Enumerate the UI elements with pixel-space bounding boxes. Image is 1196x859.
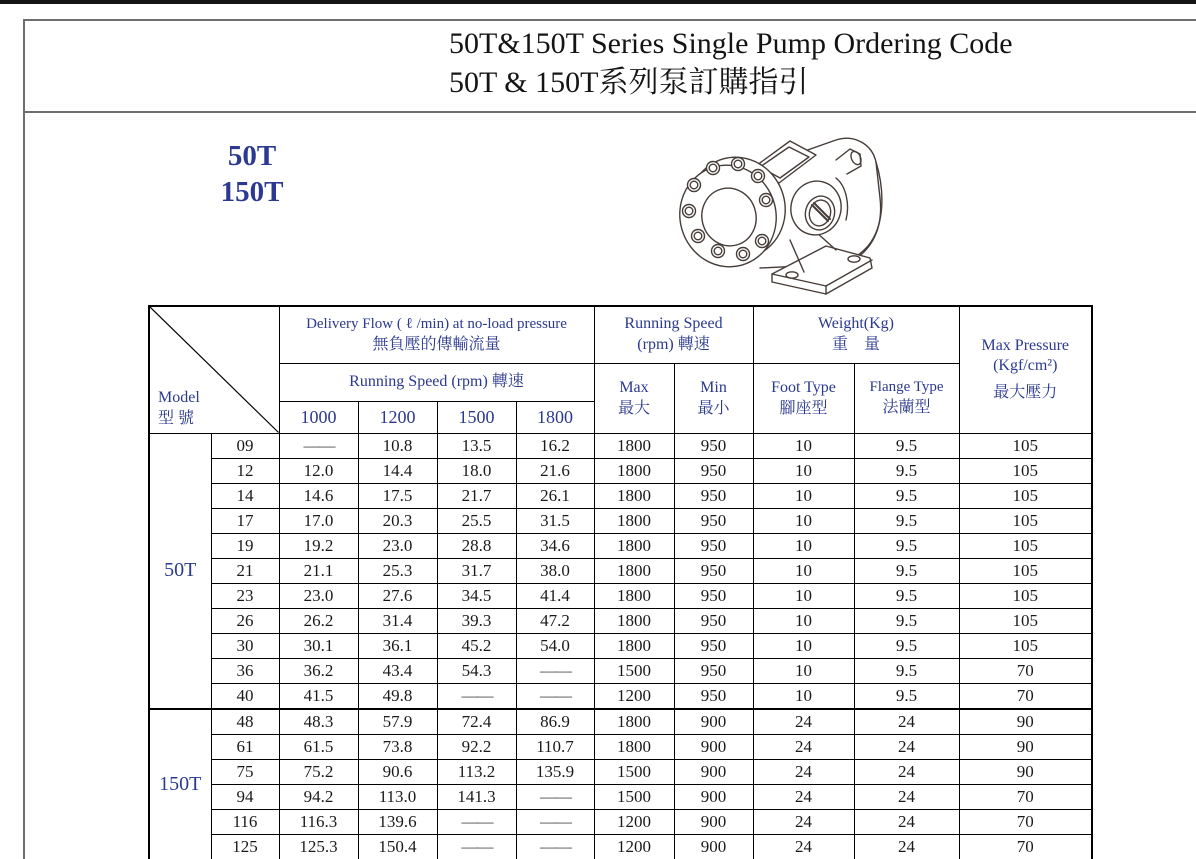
cell-flow-1000: 23.0 — [279, 583, 358, 608]
cell-speed-min: 950 — [674, 683, 753, 709]
header-foot-type: Foot Type 腳座型 — [753, 363, 854, 433]
cell-max-pressure: 90 — [959, 734, 1092, 759]
table-row-150T-94 — [149, 784, 1092, 809]
page-title-chinese: 50T & 150T系列泵訂購指引 — [449, 66, 809, 99]
cell-speed-min: 950 — [674, 533, 753, 558]
cell-model-number: 40 — [211, 683, 279, 709]
cell-flow-1800: 54.0 — [516, 633, 594, 658]
cell-model-number: 26 — [211, 608, 279, 633]
cell-max-pressure: 105 — [959, 608, 1092, 633]
cell-flow-1500: 45.2 — [437, 633, 516, 658]
series-label-150t: 150T — [220, 176, 284, 208]
cell-flow-1500: 18.0 — [437, 458, 516, 483]
cell-flow-1200: 25.3 — [358, 558, 437, 583]
header-delivery-flow — [279, 306, 594, 363]
page-top-rule — [0, 0, 1196, 4]
cell-speed-min: 950 — [674, 433, 753, 458]
cell-flow-1500: 28.8 — [437, 533, 516, 558]
cell-weight-flange: 9.5 — [854, 533, 959, 558]
cell-flow-1800: 34.6 — [516, 533, 594, 558]
table-row-150T-75 — [149, 759, 1092, 784]
group-label-50T: 50T — [149, 433, 211, 709]
header-weight-en: Weight(Kg) — [817, 315, 895, 333]
cell-model-number: 23 — [211, 583, 279, 608]
cell-speed-min: 900 — [674, 784, 753, 809]
table-row-50T-14 — [149, 483, 1092, 508]
cell-flow-1800: 16.2 — [516, 433, 594, 458]
cell-max-pressure: 105 — [959, 558, 1092, 583]
cell-speed-min: 900 — [674, 759, 753, 784]
table-row-50T-26 — [149, 608, 1092, 633]
cell-flow-1800: —— — [516, 683, 594, 709]
table-row-50T-23 — [149, 583, 1092, 608]
cell-speed-min: 900 — [674, 834, 753, 859]
header-speed-1200: 1200 — [358, 401, 437, 433]
frame-top-rule — [23, 19, 1196, 21]
cell-max-pressure: 70 — [959, 834, 1092, 859]
cell-flow-1000: 17.0 — [279, 508, 358, 533]
cell-speed-max: 1500 — [594, 759, 674, 784]
cell-weight-foot: 10 — [753, 458, 854, 483]
cell-speed-max: 1800 — [594, 483, 674, 508]
cell-flow-1000: 125.3 — [279, 834, 358, 859]
cell-speed-max: 1200 — [594, 834, 674, 859]
cell-model-number: 17 — [211, 508, 279, 533]
cell-flow-1200: 10.8 — [358, 433, 437, 458]
cell-weight-foot: 24 — [753, 784, 854, 809]
cell-model-number: 12 — [211, 458, 279, 483]
header-min: Min 最小 — [674, 363, 753, 433]
table-row-50T-19 — [149, 533, 1092, 558]
table-row-50T-30 — [149, 633, 1092, 658]
cell-max-pressure: 70 — [959, 784, 1092, 809]
cell-speed-max: 1800 — [594, 633, 674, 658]
cell-flow-1200: 57.9 — [358, 709, 437, 735]
page-title-english: 50T&150T Series Single Pump Ordering Code — [449, 27, 1013, 60]
cell-speed-max: 1200 — [594, 683, 674, 709]
cell-flow-1200: 90.6 — [358, 759, 437, 784]
cell-flow-1500: 25.5 — [437, 508, 516, 533]
cell-flow-1000: 19.2 — [279, 533, 358, 558]
header-weight — [753, 306, 959, 363]
cell-max-pressure: 70 — [959, 658, 1092, 683]
cell-speed-max: 1800 — [594, 558, 674, 583]
cell-model-number: 61 — [211, 734, 279, 759]
cell-flow-1200: 27.6 — [358, 583, 437, 608]
cell-speed-max: 1800 — [594, 433, 674, 458]
cell-flow-1200: 73.8 — [358, 734, 437, 759]
cell-model-number: 14 — [211, 483, 279, 508]
cell-max-pressure: 105 — [959, 483, 1092, 508]
header-speed-1000: 1000 — [279, 401, 358, 433]
cell-model-number: 30 — [211, 633, 279, 658]
cell-speed-min: 950 — [674, 558, 753, 583]
series-label — [196, 138, 308, 210]
cell-weight-flange: 24 — [854, 784, 959, 809]
cell-flow-1500: —— — [437, 809, 516, 834]
cell-weight-flange: 24 — [854, 759, 959, 784]
cell-speed-min: 950 — [674, 508, 753, 533]
header-flange-type: Flange Type 法蘭型 — [854, 363, 959, 433]
cell-flow-1800: —— — [516, 809, 594, 834]
cell-flow-1500: 92.2 — [437, 734, 516, 759]
cell-model-number: 94 — [211, 784, 279, 809]
table-row-150T-125 — [149, 834, 1092, 859]
cell-speed-max: 1800 — [594, 734, 674, 759]
cell-flow-1500: 34.5 — [437, 583, 516, 608]
table-row-50T-17 — [149, 508, 1092, 533]
cell-max-pressure: 105 — [959, 433, 1092, 458]
cell-max-pressure: 105 — [959, 633, 1092, 658]
cell-flow-1800: 31.5 — [516, 508, 594, 533]
header-running-speed — [594, 306, 753, 363]
cell-flow-1000: 41.5 — [279, 683, 358, 709]
cell-flow-1500: 113.2 — [437, 759, 516, 784]
cell-flow-1000: 36.2 — [279, 658, 358, 683]
cell-flow-1000: 30.1 — [279, 633, 358, 658]
cell-weight-flange: 9.5 — [854, 508, 959, 533]
cell-speed-max: 1800 — [594, 608, 674, 633]
cell-weight-flange: 9.5 — [854, 608, 959, 633]
cell-weight-flange: 9.5 — [854, 683, 959, 709]
cell-flow-1500: 39.3 — [437, 608, 516, 633]
cell-speed-min: 900 — [674, 709, 753, 735]
cell-flow-1500: 141.3 — [437, 784, 516, 809]
cell-flow-1800: —— — [516, 784, 594, 809]
header-delivery-flow-zh: 無負壓的傳輸流量 — [372, 335, 501, 353]
cell-flow-1800: 41.4 — [516, 583, 594, 608]
cell-flow-1800: —— — [516, 834, 594, 859]
cell-max-pressure: 105 — [959, 508, 1092, 533]
cell-flow-1500: —— — [437, 683, 516, 709]
cell-weight-flange: 9.5 — [854, 633, 959, 658]
cell-weight-foot: 10 — [753, 683, 854, 709]
cell-flow-1000: 21.1 — [279, 558, 358, 583]
cell-weight-flange: 9.5 — [854, 483, 959, 508]
cell-flow-1800: 38.0 — [516, 558, 594, 583]
header-delivery-flow-en: Delivery Flow ( ℓ /min) at no-load pressure — [306, 315, 567, 332]
cell-model-number: 09 — [211, 433, 279, 458]
cell-weight-foot: 10 — [753, 533, 854, 558]
cell-flow-1200: 14.4 — [358, 458, 437, 483]
cell-flow-1800: 110.7 — [516, 734, 594, 759]
frame-left-rule — [23, 19, 25, 859]
cell-flow-1200: 139.6 — [358, 809, 437, 834]
cell-weight-flange: 24 — [854, 834, 959, 859]
cell-weight-flange: 24 — [854, 734, 959, 759]
header-max-pressure-en: Max Pressure — [981, 337, 1070, 355]
cell-weight-foot: 10 — [753, 508, 854, 533]
cell-max-pressure: 105 — [959, 583, 1092, 608]
pump-isometric-drawing — [640, 128, 940, 298]
spec-table — [148, 305, 1093, 859]
header-running-speed-en: Running Speed — [624, 315, 723, 333]
header-running-speed-unit: (rpm) 轉速 — [637, 336, 710, 354]
cell-flow-1000: 12.0 — [279, 458, 358, 483]
cell-weight-foot: 24 — [753, 809, 854, 834]
cell-weight-foot: 10 — [753, 433, 854, 458]
cell-flow-1800: —— — [516, 658, 594, 683]
cell-flow-1800: 26.1 — [516, 483, 594, 508]
cell-weight-foot: 10 — [753, 483, 854, 508]
table-row-50T-09 — [149, 433, 1092, 458]
cell-weight-flange: 9.5 — [854, 658, 959, 683]
table-row-50T-21 — [149, 558, 1092, 583]
header-max-pressure-unit: (Kgf/cm²) — [993, 357, 1058, 375]
header-model-zh: 型 號 — [158, 409, 195, 427]
cell-speed-min: 950 — [674, 483, 753, 508]
header-max-pressure — [959, 306, 1092, 433]
cell-flow-1200: 23.0 — [358, 533, 437, 558]
cell-max-pressure: 90 — [959, 709, 1092, 735]
header-weight-zh: 重 量 — [831, 336, 880, 354]
cell-flow-1200: 113.0 — [358, 784, 437, 809]
cell-weight-foot: 10 — [753, 658, 854, 683]
cell-weight-flange: 9.5 — [854, 558, 959, 583]
cell-weight-flange: 24 — [854, 809, 959, 834]
cell-flow-1500: —— — [437, 834, 516, 859]
header-speed-1800: 1800 — [516, 401, 594, 433]
cell-speed-min: 950 — [674, 658, 753, 683]
cell-flow-1000: 48.3 — [279, 709, 358, 735]
header-max-pressure-zh: 最大壓力 — [993, 384, 1058, 402]
cell-weight-foot: 10 — [753, 633, 854, 658]
cell-flow-1800: 135.9 — [516, 759, 594, 784]
cell-speed-max: 1800 — [594, 583, 674, 608]
title-separator-rule — [23, 111, 1196, 113]
cell-model-number: 36 — [211, 658, 279, 683]
cell-weight-flange: 9.5 — [854, 583, 959, 608]
cell-weight-foot: 24 — [753, 709, 854, 735]
cell-speed-min: 950 — [674, 608, 753, 633]
cell-flow-1200: 36.1 — [358, 633, 437, 658]
cell-speed-max: 1800 — [594, 508, 674, 533]
table-row-150T-48 — [149, 709, 1092, 735]
cell-max-pressure: 90 — [959, 759, 1092, 784]
header-speed-1500: 1500 — [437, 401, 516, 433]
cell-weight-foot: 10 — [753, 558, 854, 583]
table-row-50T-12 — [149, 458, 1092, 483]
cell-speed-min: 950 — [674, 583, 753, 608]
cell-model-number: 125 — [211, 834, 279, 859]
cell-max-pressure: 70 — [959, 809, 1092, 834]
cell-flow-1000: 116.3 — [279, 809, 358, 834]
cell-speed-max: 1800 — [594, 458, 674, 483]
cell-speed-max: 1800 — [594, 709, 674, 735]
cell-flow-1500: 21.7 — [437, 483, 516, 508]
cell-weight-foot: 10 — [753, 583, 854, 608]
cell-model-number: 116 — [211, 809, 279, 834]
cell-speed-min: 950 — [674, 458, 753, 483]
table-row-150T-116 — [149, 809, 1092, 834]
cell-weight-foot: 24 — [753, 734, 854, 759]
cell-flow-1000: 26.2 — [279, 608, 358, 633]
cell-speed-min: 900 — [674, 809, 753, 834]
cell-speed-max: 1500 — [594, 784, 674, 809]
header-model — [149, 306, 279, 433]
cell-max-pressure: 70 — [959, 683, 1092, 709]
header-max: Max 最大 — [594, 363, 674, 433]
cell-weight-flange: 9.5 — [854, 458, 959, 483]
cell-flow-1500: 54.3 — [437, 658, 516, 683]
cell-flow-1500: 31.7 — [437, 558, 516, 583]
cell-weight-foot: 24 — [753, 834, 854, 859]
cell-flow-1800: 21.6 — [516, 458, 594, 483]
cell-flow-1200: 17.5 — [358, 483, 437, 508]
cell-flow-1800: 47.2 — [516, 608, 594, 633]
cell-flow-1000: —— — [279, 433, 358, 458]
cell-model-number: 48 — [211, 709, 279, 735]
header-model-en: Model — [158, 388, 200, 406]
series-label-50t: 50T — [227, 140, 277, 172]
cell-weight-flange: 9.5 — [854, 433, 959, 458]
table-row-150T-61 — [149, 734, 1092, 759]
cell-max-pressure: 105 — [959, 458, 1092, 483]
cell-model-number: 75 — [211, 759, 279, 784]
table-row-50T-40 — [149, 683, 1092, 709]
page-title — [449, 24, 1169, 102]
cell-speed-max: 1800 — [594, 533, 674, 558]
cell-flow-1000: 61.5 — [279, 734, 358, 759]
cell-weight-foot: 10 — [753, 608, 854, 633]
cell-speed-min: 950 — [674, 633, 753, 658]
cell-flow-1200: 20.3 — [358, 508, 437, 533]
cell-model-number: 19 — [211, 533, 279, 558]
cell-flow-1500: 13.5 — [437, 433, 516, 458]
cell-flow-1800: 86.9 — [516, 709, 594, 735]
cell-flow-1000: 14.6 — [279, 483, 358, 508]
cell-weight-flange: 24 — [854, 709, 959, 735]
cell-flow-1200: 43.4 — [358, 658, 437, 683]
cell-flow-1200: 150.4 — [358, 834, 437, 859]
cell-flow-1000: 94.2 — [279, 784, 358, 809]
cell-flow-1200: 31.4 — [358, 608, 437, 633]
cell-weight-foot: 24 — [753, 759, 854, 784]
cell-flow-1000: 75.2 — [279, 759, 358, 784]
cell-flow-1200: 49.8 — [358, 683, 437, 709]
header-running-speed-sub: Running Speed (rpm) 轉速 — [279, 363, 594, 401]
cell-speed-max: 1200 — [594, 809, 674, 834]
table-row-50T-36 — [149, 658, 1092, 683]
cell-speed-max: 1500 — [594, 658, 674, 683]
group-label-150T: 150T — [149, 709, 211, 859]
cell-max-pressure: 105 — [959, 533, 1092, 558]
cell-model-number: 21 — [211, 558, 279, 583]
cell-speed-min: 900 — [674, 734, 753, 759]
cell-flow-1500: 72.4 — [437, 709, 516, 735]
